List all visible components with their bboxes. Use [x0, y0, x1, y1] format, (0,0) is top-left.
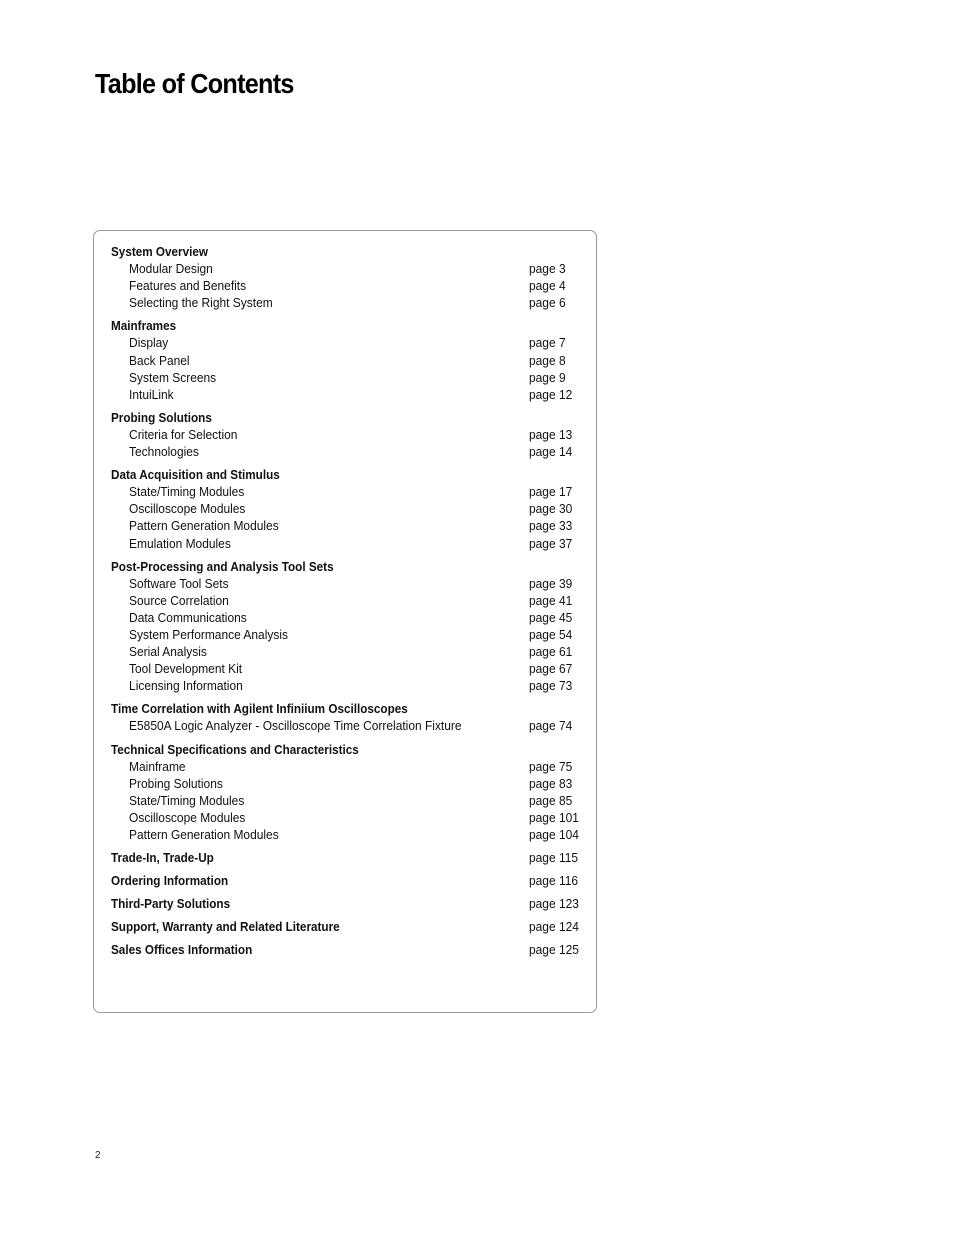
toc-page-ref: page 12 [529, 387, 573, 402]
toc-entry-label: Display [129, 336, 169, 351]
toc-page-ref: page 125 [529, 943, 579, 958]
toc-section-title: Data Acquisition and Stimulus [111, 468, 280, 483]
toc-page-ref [529, 318, 588, 335]
toc-entry-label: Source Correlation [129, 593, 229, 608]
toc-page-ref: page 124 [529, 920, 579, 935]
toc-entry[interactable] [111, 484, 591, 501]
toc-entry-label: Emulation Modules [129, 536, 231, 551]
toc-section-heading[interactable] [111, 244, 591, 261]
toc-page-ref: page 17 [529, 485, 573, 500]
toc-page-ref [529, 559, 588, 576]
toc-section-title: Post-Processing and Analysis Tool Sets [111, 559, 334, 574]
toc-page-ref: page 104 [529, 828, 579, 842]
toc-entry-label: Modular Design [129, 262, 213, 277]
toc-entry[interactable] [111, 444, 591, 461]
toc-page-ref [529, 467, 588, 484]
toc-section [111, 896, 591, 913]
toc-entry-label: Oscilloscope Modules [129, 810, 246, 825]
toc-section [111, 467, 591, 552]
toc-section [111, 873, 591, 890]
toc-section [111, 942, 591, 959]
toc-page-ref: page 61 [529, 645, 573, 660]
toc-page-ref [529, 701, 588, 718]
toc-page-ref [529, 410, 588, 427]
page-number: 2 [95, 1150, 101, 1161]
toc-page-ref: page 6 [529, 296, 566, 311]
toc-section-title: Third-Party Solutions [111, 897, 231, 912]
toc-entry-label: Technologies [129, 445, 199, 460]
toc-entry[interactable] [111, 353, 591, 370]
toc-page-ref: page 115 [529, 851, 579, 866]
toc-page-ref: page 14 [529, 445, 573, 460]
toc-entry[interactable] [111, 827, 591, 844]
toc-entry-label: Licensing Information [129, 679, 243, 694]
toc-entry[interactable] [111, 261, 591, 278]
toc-section-heading[interactable] [111, 559, 591, 576]
toc-section-heading[interactable] [111, 467, 591, 484]
toc-section-heading[interactable] [111, 410, 591, 427]
toc-section [111, 850, 591, 867]
toc-page-ref: page 123 [529, 897, 579, 912]
toc-section-title: Ordering Information [111, 874, 229, 889]
toc-page-ref: page 85 [529, 793, 573, 808]
toc-page-ref: page 4 [529, 279, 566, 294]
toc-section-heading[interactable] [111, 318, 591, 335]
toc-section-title: Time Correlation with Agilent Infiniium Oscilloscopes [111, 702, 408, 717]
toc-entry-label: Serial Analysis [129, 645, 207, 660]
toc-entry-label: Back Panel [129, 353, 190, 368]
toc-entry[interactable] [111, 427, 591, 444]
toc-page-ref: page 54 [529, 627, 573, 642]
toc-page-ref [529, 742, 588, 759]
toc-entry[interactable] [111, 536, 591, 553]
toc-panel [93, 230, 597, 1013]
toc-section-title: Probing Solutions [111, 410, 212, 425]
toc-entry[interactable] [111, 387, 591, 404]
page-title: Table of Contents [95, 68, 294, 99]
toc-entry-label: State/Timing Modules [129, 793, 245, 808]
toc-page-ref: page 101 [529, 810, 579, 825]
toc-section-title: Technical Specifications and Characteristics [111, 742, 359, 757]
toc-section [111, 318, 591, 403]
toc-entry[interactable] [111, 278, 591, 295]
toc-entry-label: Mainframe [129, 759, 186, 774]
toc-entry-label: Software Tool Sets [129, 576, 229, 591]
toc-section-title: Mainframes [111, 319, 177, 334]
toc-page-ref: page 39 [529, 576, 573, 591]
toc-entry-label: Pattern Generation Modules [129, 519, 279, 534]
toc-entry[interactable] [111, 518, 591, 535]
toc-entry[interactable] [111, 678, 591, 695]
toc-entry[interactable] [111, 335, 591, 352]
toc-entry-label: Features and Benefits [129, 279, 247, 294]
toc-section-title: Sales Offices Information [111, 943, 253, 958]
toc-entry[interactable] [111, 627, 591, 644]
toc-page-ref: page 33 [529, 519, 573, 534]
toc-page-ref: page 8 [529, 353, 566, 368]
toc-entry-label: Pattern Generation Modules [129, 828, 279, 842]
toc-section [111, 919, 591, 936]
toc-page-ref: page 13 [529, 427, 573, 442]
toc-section-heading[interactable] [111, 742, 591, 759]
toc-entry[interactable] [111, 810, 591, 827]
toc-entry[interactable] [111, 576, 591, 593]
toc-section-title: Support, Warranty and Related Literature [111, 920, 340, 935]
toc-section [111, 410, 591, 461]
toc-page-ref: page 37 [529, 536, 573, 551]
toc-entry[interactable] [111, 644, 591, 661]
toc-section [111, 742, 591, 845]
toc-section-heading[interactable] [111, 896, 591, 913]
toc-entry[interactable] [111, 610, 591, 627]
toc-section-heading[interactable] [111, 919, 591, 936]
toc-section [111, 559, 591, 696]
toc-page-ref: page 74 [529, 719, 573, 734]
toc-section-heading[interactable] [111, 850, 591, 867]
toc-entry[interactable] [111, 776, 591, 793]
toc-entry-label: System Performance Analysis [129, 627, 288, 642]
toc-page-ref: page 41 [529, 593, 573, 608]
toc-entry-label: State/Timing Modules [129, 485, 245, 500]
toc-list [111, 244, 591, 966]
toc-entry[interactable] [111, 793, 591, 810]
toc-entry[interactable] [111, 759, 591, 776]
toc-entry-label: Oscilloscope Modules [129, 502, 246, 517]
toc-entry-label: Selecting the Right System [129, 296, 273, 311]
toc-section-title: Trade-In, Trade-Up [111, 851, 214, 866]
toc-page-ref: page 83 [529, 776, 573, 791]
toc-page-ref: page 7 [529, 336, 566, 351]
toc-entry-label: Criteria for Selection [129, 427, 238, 442]
toc-entry[interactable] [111, 501, 591, 518]
toc-section [111, 701, 591, 735]
toc-entry[interactable] [111, 370, 591, 387]
toc-section-heading[interactable] [111, 873, 591, 890]
toc-page-ref: page 73 [529, 679, 573, 694]
toc-page-ref: page 3 [529, 262, 566, 277]
toc-entry-label: E5850A Logic Analyzer - Oscilloscope Time Correlation Fixture [129, 719, 462, 734]
toc-entry[interactable] [111, 295, 591, 312]
toc-entry[interactable] [111, 593, 591, 610]
toc-section-title: System Overview [111, 245, 209, 259]
toc-entry[interactable] [111, 661, 591, 678]
toc-page-ref: page 67 [529, 662, 573, 677]
toc-page-ref: page 9 [529, 370, 566, 385]
toc-section-heading[interactable] [111, 701, 591, 718]
toc-section-heading[interactable] [111, 942, 591, 959]
toc-entry[interactable] [111, 718, 591, 735]
toc-page-ref [529, 244, 588, 261]
toc-page-ref: page 116 [529, 874, 579, 889]
toc-page-ref: page 45 [529, 610, 573, 625]
toc-entry-label: Probing Solutions [129, 776, 223, 791]
toc-entry-label: Tool Development Kit [129, 662, 243, 677]
toc-page-ref: page 30 [529, 502, 573, 517]
toc-section [111, 244, 591, 312]
toc-entry-label: System Screens [129, 370, 217, 385]
toc-page-ref: page 75 [529, 759, 573, 774]
toc-entry-label: IntuiLink [129, 387, 174, 402]
toc-entry-label: Data Communications [129, 610, 247, 625]
